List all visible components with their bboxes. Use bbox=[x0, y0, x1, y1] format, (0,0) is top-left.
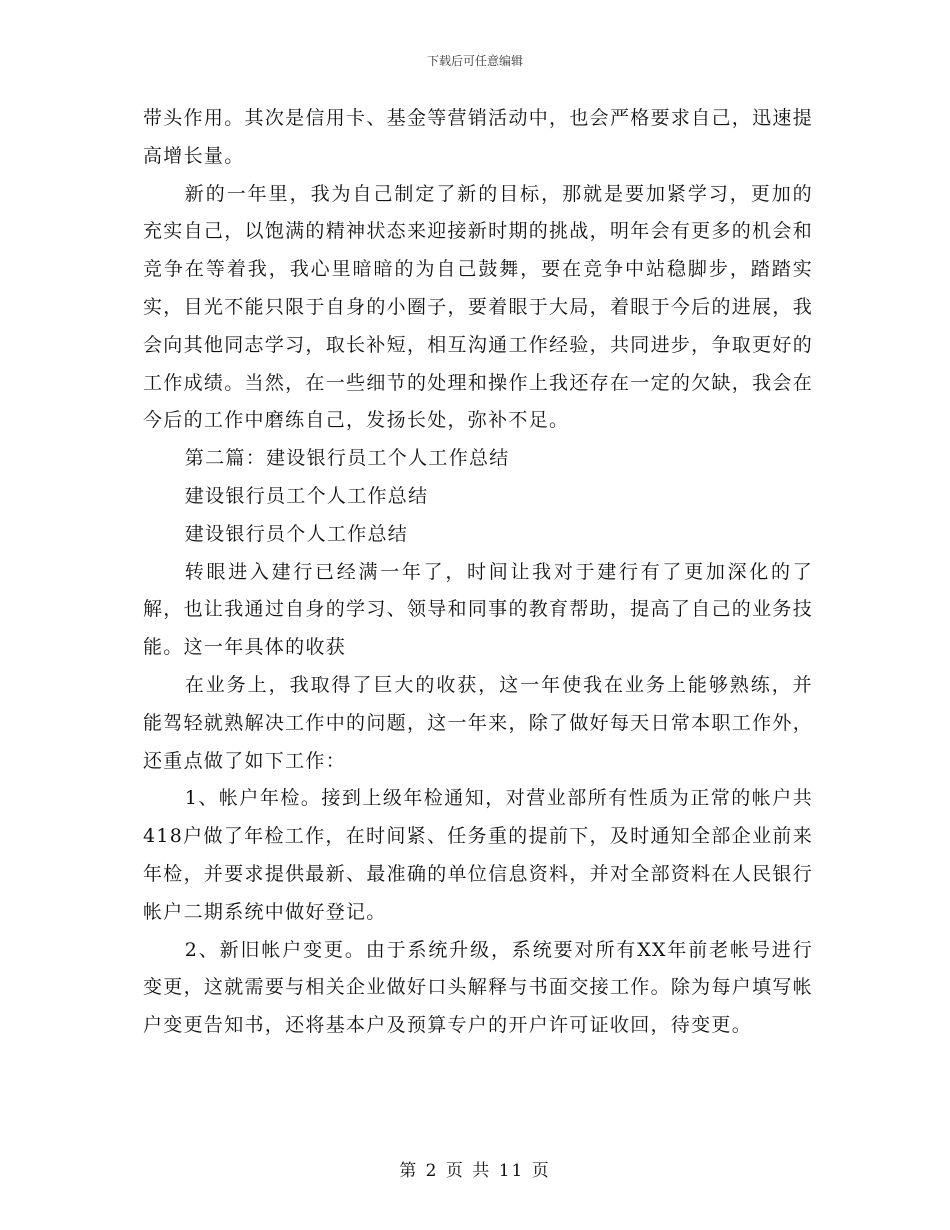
document-title: 建设银行员工个人工作总结 bbox=[184, 484, 429, 507]
paragraph-item-1: 1、帐户年检。接到上级年检通知，对营业部所有性质为正常的帐户共418户做了年检工作，在时间紧、任务重的提前下，及时通知全部企业前来年检，并要求提供最新、最准确的单位信息资料，并对全部资料在人民银行帐户二期系统中做好登记。 bbox=[143, 787, 813, 923]
document-subtitle: 建设银行员个人工作总结 bbox=[184, 522, 409, 545]
paragraph-intro: 转眼进入建行已经满一年了，时间让我对于建行有了更加深化的了解，也让我通过自身的学习、领导和同事的教育帮助，提高了自己的业务技能。这一年具体的收获 bbox=[143, 560, 813, 659]
paragraph-business: 在业务上，我取得了巨大的收获，这一年使我在业务上能够熟练，并能驾轻就熟解决工作中的问题，这一年来，除了做好每天日常本职工作外，还重点做了如下工作： bbox=[143, 673, 813, 772]
paragraph-new-year-goals: 新的一年里，我为自己制定了新的目标，那就是要加紧学习，更加的充实自己，以饱满的精神状态来迎接新时期的挑战，明年会有更多的机会和竞争在等着我，我心里暗暗的为自己鼓舞，要在竞争中站稳脚步，踏踏实实，目光不能只限于自身的小圈子，要着眼于大局，着眼于今后的进展，我会向其他同志学习，取长补短，相互沟通工作经验，共同进步，争取更好的工作成绩。当然，在一些细节的处理和操作上我还存在一定的欠缺，我会在今后的工作中磨练自己，发扬长处，弥补不足。 bbox=[143, 182, 813, 432]
paragraph-continuation: 带头作用。其次是信用卡、基金等营销活动中，也会严格要求自己，迅速提高增长量。 bbox=[143, 107, 813, 167]
page-header: 下载后可任意编辑 bbox=[426, 54, 523, 68]
paragraph-item-2: 2、新旧帐户变更。由于系统升级，系统要对所有XX年前老帐号进行变更，这就需要与相关企业做好口头解释与书面交接工作。除为每户填写帐户变更告知书，还将基本户及预算专户的开户许可证收回，待变更。 bbox=[143, 938, 813, 1037]
document-body bbox=[143, 100, 813, 1045]
page-number: 第 2 页 共 11 页 bbox=[399, 1161, 551, 1181]
section-heading: 第二篇：建设银行员工个人工作总结 bbox=[184, 447, 510, 470]
